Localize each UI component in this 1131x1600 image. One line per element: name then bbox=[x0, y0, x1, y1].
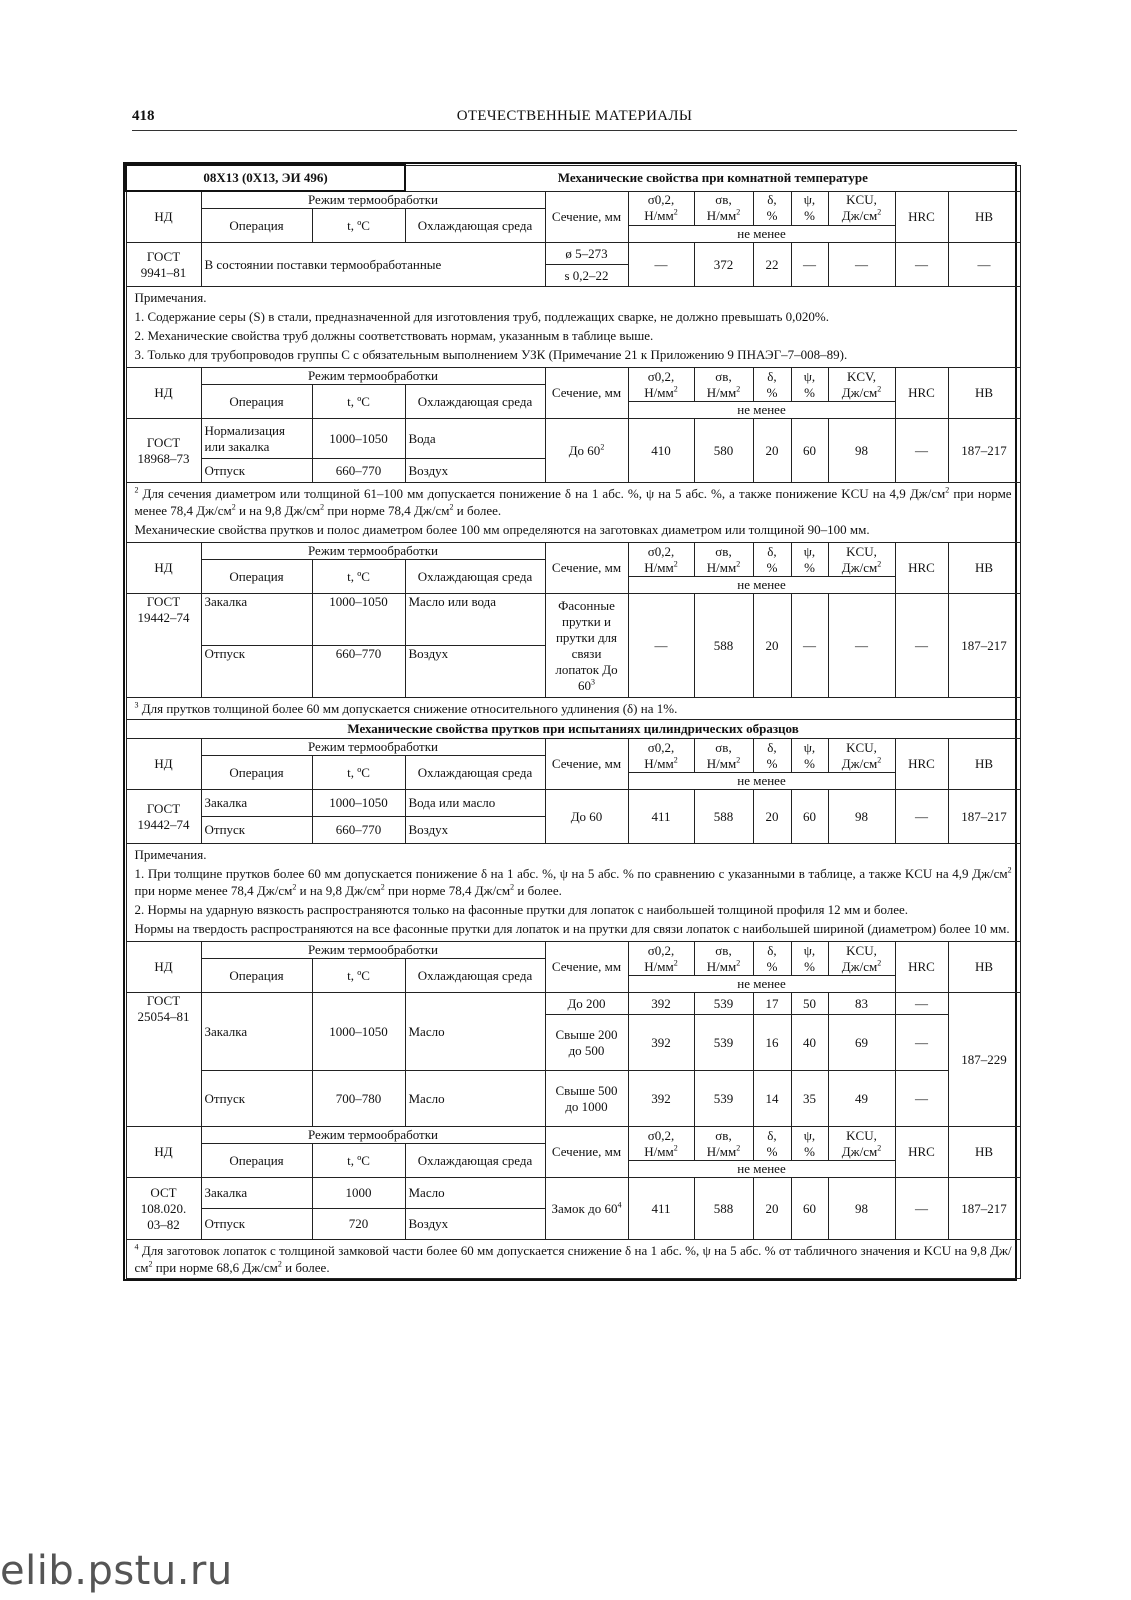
page-header-title: ОТЕЧЕСТВЕННЫЕ МАТЕРИАЛЫ bbox=[456, 108, 693, 124]
header-row bbox=[126, 191, 1020, 209]
header-regime: Режим термообработки bbox=[201, 191, 545, 209]
table-row: Отпуск 660–770 Воздух bbox=[126, 646, 1020, 698]
table-row: ОСТ 108.020. 03–82 Закалка 1000 Масло Замок до $60^4$ 411 588 20 60 98 — 187–217 bbox=[126, 1178, 1020, 1209]
value-cell: 372 bbox=[694, 243, 753, 287]
footnote-3: $^3$ Для прутков толщиной более 60 мм допускается снижение относительного удлинения (δ) на 1%. bbox=[126, 698, 1020, 720]
nd-cell: ГОСТ 18968–73 bbox=[126, 419, 201, 483]
nd-cell: ГОСТ 19442–74 bbox=[126, 790, 201, 844]
notes-row bbox=[126, 698, 1020, 720]
properties-table: 08Х13 (0Х13, ЭИ 496) Механические свойства при комнатной температуре НД Режим термообработки Сечение, мм σ0,2, $Н/мм^2$ σв, $Н/мм^2$ δ, % ψ, % KCU, $Дж/см^2$ HRC HB Операция t, ºС Охлаждающая среда не менее ГОСТ 9941–81 В состоянии поставки термообработанные ø 5–273 — 372 22 — — — — s 0,2–22 Примечания. 1. Содержание серы (S) в стали, предназначенной для изготовления труб, подлежащих сварке, не должно превышать 0,020%. 2. Механические свойства труб должны соответствовать нормам, указанным в таблице выше. 3. Только для трубопроводов группы С с обязательным выполнением УЗК (Примечание 21 к Приложению 9 ПНАЭГ–7–008–89). НД Режим термообработки Сечение, мм σ0,2, $Н/мм^2$ σв, $Н/мм^2$ δ, % ψ, % KCV, $Дж/см^2$ HRC HB Операция t, ºС Охлаждающая среда не менее ГОСТ 18968–73 Нормализация или закалка 1000–1050 Вода До $60^2$ 410 580 20 60 98 — 187–217 Отпуск 660–770 Воздух $^2$ Для сечения диаметром или толщиной 61–100 мм допускается понижение δ на 1 абс. %, ψ на 5 абс. %, а также понижение KCU на 4,9 $Дж/см^2$ при норме менее 78,4 $Дж/см^2$ и на 9,8 $Дж/см^2$ при норме 78,4 $Дж/см^2$ и более. Механические свойства прутков и полос диаметром более 100 мм определяются на заготовках диаметром или толщиной 90–100 мм. НД Режим термообработки Сечение, мм σ0,2, $Н/мм^2$ σв, $Н/мм^2$ δ, % ψ, % KCU, $Дж/см^2$ HRC HB Операция t, ºС Охлаждающая среда не менее ГОСТ 19442–74 Закалка 1000–1050 Масло или вода Фасонные прутки и прутки для связи лопаток До $60^3$ — 588 20 — — — 187–217 Отпуск 660–770 Воздух $^3$ Для прутков толщиной более 60 мм допускается снижение относительного удлинения (δ) на 1%. Механические свойства прутков при испытаниях цилиндрических образцов НД Режим термообработки Сечение, мм σ0,2, $Н/мм^2$ σв, $Н/мм^2$ δ, % ψ, % KCU, $Дж/см^2$ HRC HB Операция t, ºС Охлаждающая среда не менее ГОСТ 19442–74 Закалка 1000–1050 Вода или масло До 60 411 588 20 60 98 — 187–217 Отпуск 660–770 Воздух Примечания. 1. При толщине прутков более 60 мм допускается понижение δ на 1 абс. %, ψ на 5 абс. % по сравнению с указанными в таблице, а также KCU на 4,9 $Дж/см^2$ при норме менее 78,4 $Дж/см^2$ и на 9,8 $Дж/см^2$ при норме 78,4 $Дж/см^2$ и более. 2. Нормы на ударную вязкость распространяются только на фасонные прутки для лопаток с наибольшей толщиной профиля 12 мм и более. Нормы на твердость распространяются на все фасонные прутки для лопаток и на прутки для связи лопаток с наибольшей шириной (диаметром) более 10 мм. НД Режим термообработки Сечение, мм σ0,2, $Н/мм^2$ σв, $Н/мм^2$ δ, % ψ, % KCU, $Дж/см^2$ HRC HB Операция t, ºС Охлаждающая среда не менее ГОСТ 25054–81 Закалка 1000–1050 Масло До 200 392 539 17 50 83 — 187–229 Свыше 200 до 500 392 539 16 40 69 — Отпуск 700–780 Масло Свыше 500 до 1000 392 539 14 35 49 — НД Режим термообработки Сечение, мм σ0,2, $Н/мм^2$ σв, $Н/мм^2$ δ, % ψ, % KCU, $Дж/см^2$ HRC HB Операция t, ºС Охлаждающая среда не менее ОСТ 108.020. 03–82 Закалка 1000 Масло Замок до $60^4$ 411 588 20 60 98 — 187–217 Отпуск 720 Воздух $^4$ Для заготовок лопаток с толщиной замковой части более 60 мм допускается снижение δ на 1 абс. %, ψ на 5 абс. % от табличного значения и KCU на 9,8 $Дж/см^2$ при норме 68,6 $Дж/см^2$ и более. bbox=[125, 164, 1021, 1279]
notes-row bbox=[126, 287, 1020, 368]
header-section: Сечение, мм bbox=[545, 191, 628, 243]
header-cooling: Охлаждающая среда bbox=[405, 209, 545, 243]
section-title-room-temp: Механические свойства при комнатной температуре bbox=[405, 165, 1020, 191]
table-row: ГОСТ 18968–73 Нормализация или закалка 1000–1050 Вода До $60^2$ 410 580 20 60 98 — 187–217 bbox=[126, 419, 1020, 459]
notes-block: Примечания. 1. При толщине прутков более 60 мм допускается понижение δ на 1 абс. %, ψ на 5 абс. % по сравнению с указанными в таблице, а также KCU на 4,9 $Дж/см^2$ при норме менее 78,4 $Дж/см^2$ и на 9,8 $Дж/см^2$ при норме 78,4 $Дж/см^2$ и более. 2. Нормы на ударную вязкость распространяются только на фасонные прутки для лопаток с наибольшей толщиной профиля 12 мм и более. Нормы на твердость распространяются на все фасонные прутки для лопаток и на прутки для связи лопаток с наибольшей шириной (диаметром) более 10 мм. bbox=[126, 844, 1020, 942]
header-delta: δ, % bbox=[753, 191, 791, 226]
header-row: НД Режим термообработки Сечение, мм σ0,2, $Н/мм^2$ σв, $Н/мм^2$ δ, % ψ, % KCU, $Дж/см^2$ HRC HB bbox=[126, 739, 1020, 756]
value-cell: — bbox=[628, 243, 694, 287]
nd-cell: ГОСТ 19442–74 bbox=[126, 594, 201, 698]
notes-row bbox=[126, 483, 1020, 543]
header-kcv: KCV, $Дж/см^2$ bbox=[828, 368, 895, 402]
footnote-2: $^2$ Для сечения диаметром или толщиной 61–100 мм допускается понижение δ на 1 абс. %, ψ на 5 абс. %, а также понижение KCU на 4,9 $Дж/см^2$ при норме менее 78,4 $Дж/см^2$ и на 9,8 $Дж/см^2$ при норме 78,4 $Дж/см^2$ и более. Механические свойства прутков и полос диаметром более 100 мм определяются на заготовках диаметром или толщиной 90–100 мм. bbox=[126, 483, 1020, 543]
header-hrc: HRC bbox=[895, 191, 948, 243]
section-cell: s 0,2–22 bbox=[545, 265, 628, 287]
header-temp: t, ºС bbox=[312, 209, 405, 243]
header-min: не менее bbox=[628, 226, 895, 243]
footnote-4: $^4$ Для заготовок лопаток с толщиной замковой части более 60 мм допускается снижение δ на 1 абс. %, ψ на 5 абс. % от табличного значения и KCU на 9,8 $Дж/см^2$ при норме 68,6 $Дж/см^2$ и более. bbox=[126, 1240, 1020, 1279]
value-cell: 22 bbox=[753, 243, 791, 287]
value-cell: — bbox=[791, 243, 828, 287]
nd-cell: ГОСТ 9941–81 bbox=[126, 243, 201, 287]
watermark-text: elib.pstu.ru bbox=[0, 1548, 233, 1594]
header-s02: σ0,2, $Н/мм^2$ bbox=[628, 191, 694, 226]
header-kcu: KCU, $Дж/см^2$ bbox=[828, 191, 895, 226]
header-row: НД Режим термообработки Сечение, мм σ0,2, $Н/мм^2$ σв, $Н/мм^2$ δ, % ψ, % KCU, $Дж/см^2$ HRC HB bbox=[126, 543, 1020, 560]
value-cell: — bbox=[948, 243, 1020, 287]
header-row: НД Режим термообработки Сечение, мм σ0,2, $Н/мм^2$ σв, $Н/мм^2$ δ, % ψ, % KCU, $Дж/см^2$ HRC HB bbox=[126, 942, 1020, 959]
header-psi: ψ, % bbox=[791, 191, 828, 226]
page-header bbox=[132, 108, 1017, 131]
header-operation: Операция bbox=[201, 209, 312, 243]
title-row bbox=[126, 165, 1020, 191]
notes-row bbox=[126, 1240, 1020, 1279]
table-row: ГОСТ 19442–74 Закалка 1000–1050 Масло или вода Фасонные прутки и прутки для связи лопаток До $60^3$ — 588 20 — — — 187–217 bbox=[126, 594, 1020, 646]
table-row: ГОСТ 25054–81 Закалка 1000–1050 Масло До 200 392 539 17 50 83 — 187–229 bbox=[126, 993, 1020, 1015]
properties-frame bbox=[123, 162, 1017, 1281]
header-row: НД Режим термообработки Сечение, мм σ0,2, $Н/мм^2$ σв, $Н/мм^2$ δ, % ψ, % KCV, $Дж/см^2$ HRC HB bbox=[126, 368, 1020, 385]
header-nd: НД bbox=[126, 191, 201, 243]
table-row: Отпуск 720 Воздух bbox=[126, 1209, 1020, 1240]
table-row: Отпуск 700–780 Масло Свыше 500 до 1000 392 539 14 35 49 — bbox=[126, 1071, 1020, 1127]
nd-cell: ОСТ 108.020. 03–82 bbox=[126, 1178, 201, 1240]
table-row bbox=[126, 243, 1020, 265]
header-hb: HB bbox=[948, 191, 1020, 243]
header-sv: σв, $Н/мм^2$ bbox=[694, 191, 753, 226]
header-row: НД Режим термообработки Сечение, мм σ0,2, $Н/мм^2$ σв, $Н/мм^2$ δ, % ψ, % KCU, $Дж/см^2$ HRC HB bbox=[126, 1127, 1020, 1144]
table-row: Свыше 200 до 500 392 539 16 40 69 — bbox=[126, 1015, 1020, 1071]
notes-row bbox=[126, 844, 1020, 942]
nd-cell: ГОСТ 25054–81 bbox=[126, 993, 201, 1127]
value-cell: — bbox=[828, 243, 895, 287]
notes-block: Примечания. 1. Содержание серы (S) в стали, предназначенной для изготовления труб, подлежащих сварке, не должно превышать 0,020%. 2. Механические свойства труб должны соответствовать нормам, указанным в таблице выше. 3. Только для трубопроводов группы С с обязательным выполнением УЗК (Примечание 21 к Приложению 9 ПНАЭГ–7–008–89). bbox=[126, 287, 1020, 368]
section-title-cylinder: Механические свойства прутков при испытаниях цилиндрических образцов bbox=[126, 720, 1020, 739]
value-cell: — bbox=[895, 243, 948, 287]
operation-cell: В состоянии поставки термообработанные bbox=[201, 243, 545, 287]
title-row bbox=[126, 720, 1020, 739]
table-row: ГОСТ 19442–74 Закалка 1000–1050 Вода или масло До 60 411 588 20 60 98 — 187–217 bbox=[126, 790, 1020, 817]
table-row: Отпуск 660–770 Воздух bbox=[126, 459, 1020, 483]
page-number: 418 bbox=[132, 108, 155, 124]
table-row: Отпуск 660–770 Воздух bbox=[126, 817, 1020, 844]
section-cell: ø 5–273 bbox=[545, 243, 628, 265]
grade-label: 08Х13 (0Х13, ЭИ 496) bbox=[126, 165, 405, 191]
